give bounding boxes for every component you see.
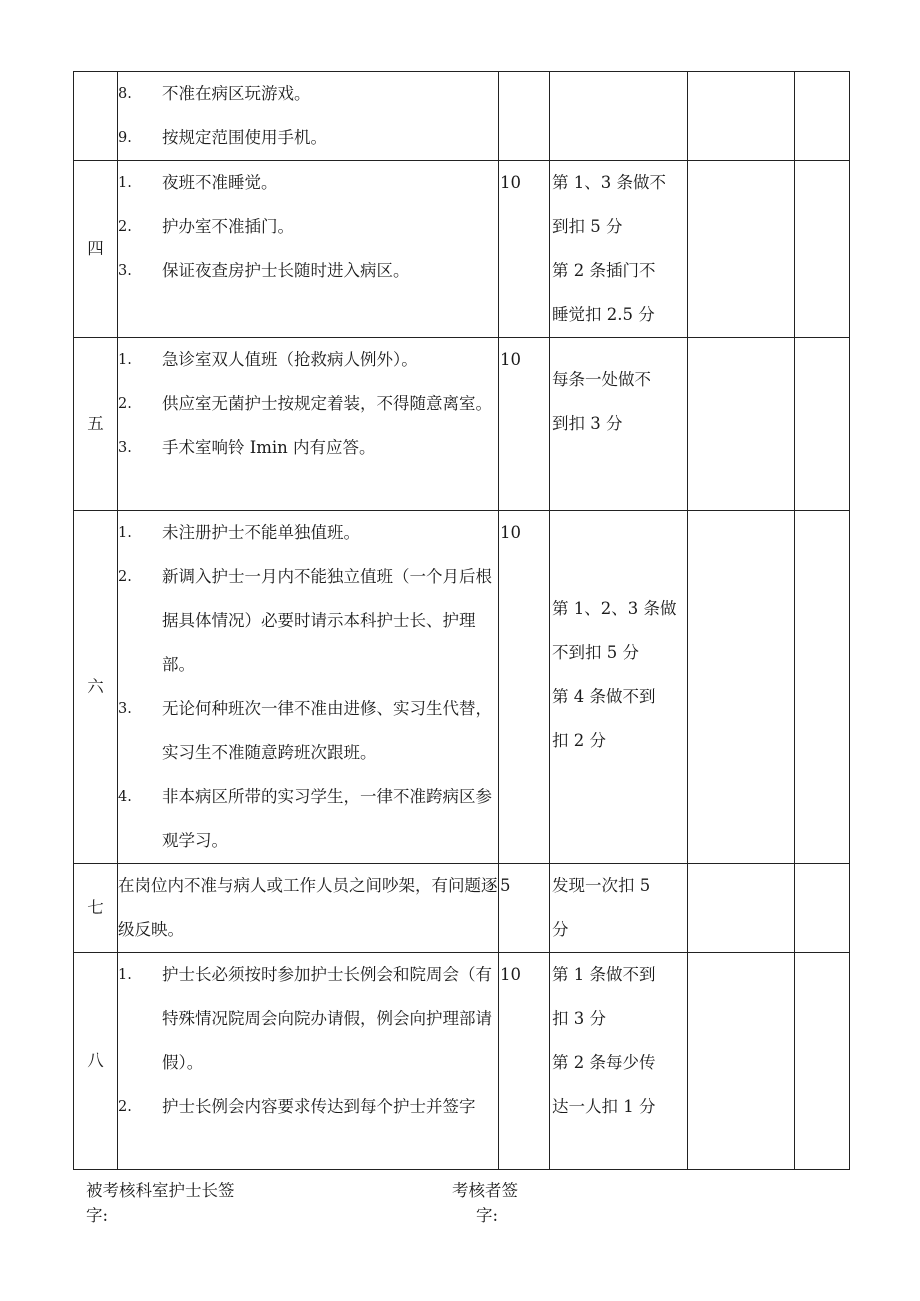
- item-number: 8.: [118, 86, 132, 102]
- row-content: [118, 953, 499, 1170]
- criteria-line: 睡觉扣 2.5 分: [552, 305, 655, 324]
- item-text: 护办室不准插门。: [162, 217, 294, 236]
- row-number: 八: [74, 953, 118, 1170]
- row-score: 5: [499, 864, 550, 953]
- blank-cell: [795, 953, 850, 1170]
- row-number: 四: [74, 161, 118, 338]
- row-content: [118, 161, 499, 338]
- item-number: 2.: [118, 569, 132, 585]
- criteria-line: 第 2 条每少传: [552, 1053, 656, 1072]
- blank-cell: [688, 72, 795, 161]
- item-number: 3.: [118, 263, 132, 279]
- criteria-line: 到扣 3 分: [552, 414, 623, 433]
- signature-label: 考核者签: [452, 1181, 518, 1200]
- item-text: 新调入护士一月内不能独立值班（一个月后根据具体情况）必要时请示本科护士长、护理部。: [162, 567, 492, 674]
- blank-cell: [688, 511, 795, 864]
- item-number: 4.: [118, 789, 132, 805]
- row-content: [118, 511, 499, 864]
- item-text: 保证夜查房护士长随时进入病区。: [162, 261, 410, 280]
- signature-label: 字:: [476, 1206, 499, 1225]
- blank-cell: [688, 864, 795, 953]
- item-text: 未注册护士不能单独值班。: [162, 523, 360, 542]
- signature-assessor: [452, 1178, 518, 1228]
- item-text: 急诊室双人值班（抢救病人例外）。: [162, 350, 418, 369]
- criteria-line: 分: [552, 920, 569, 939]
- criteria-line: 扣 2 分: [552, 731, 606, 750]
- item-number: 1.: [118, 967, 132, 983]
- row-score: 10: [499, 338, 550, 511]
- row-score: 10: [499, 161, 550, 338]
- row-number: 七: [74, 864, 118, 953]
- item-text: 夜班不准睡觉。: [162, 173, 278, 192]
- item-text: 护士长例会内容要求传达到每个护士并签字: [162, 1097, 476, 1116]
- blank-cell: [795, 864, 850, 953]
- item-number: 3.: [118, 701, 132, 717]
- row-content: [118, 338, 499, 511]
- item-text: 按规定范围使用手机。: [162, 128, 327, 147]
- criteria-line: 第 2 条插门不: [552, 261, 656, 280]
- criteria-line: 发现一次扣 5: [552, 876, 651, 895]
- row-score: [499, 72, 550, 161]
- blank-cell: [795, 72, 850, 161]
- signature-label: 字:: [86, 1206, 109, 1225]
- item-number: 9.: [118, 130, 132, 146]
- blank-cell: [795, 161, 850, 338]
- criteria-line: 第 1、2、3 条做: [552, 599, 677, 618]
- criteria-line: 不到扣 5 分: [552, 643, 639, 662]
- row-criteria: [550, 161, 688, 338]
- criteria-line: 每条一处做不: [552, 370, 651, 389]
- row-number: 五: [74, 338, 118, 511]
- row-content: [118, 72, 499, 161]
- row-score: 10: [499, 953, 550, 1170]
- item-text: 非本病区所带的实习学生，一律不准跨病区参观学习。: [162, 787, 492, 850]
- item-text: 无论何种班次一律不准由进修、实习生代替，实习生不准随意跨班次跟班。: [162, 699, 492, 762]
- table-row: [74, 953, 850, 1170]
- item-number: 2.: [118, 396, 132, 412]
- item-number: 1.: [118, 352, 132, 368]
- table-row: [74, 338, 850, 511]
- criteria-line: 扣 3 分: [552, 1009, 606, 1028]
- item-number: 1.: [118, 525, 132, 541]
- item-text: 不准在病区玩游戏。: [162, 84, 311, 103]
- criteria-line: 到扣 5 分: [552, 217, 623, 236]
- criteria-line: 达一人扣 1 分: [552, 1097, 656, 1116]
- blank-cell: [795, 338, 850, 511]
- blank-cell: [795, 511, 850, 864]
- row-content: [118, 864, 499, 953]
- row-number: 六: [74, 511, 118, 864]
- row-criteria: [550, 338, 688, 511]
- table-row: [74, 511, 850, 864]
- row-criteria: [550, 72, 688, 161]
- item-number: 1.: [118, 175, 132, 191]
- item-text: 供应室无菌护士按规定着装，不得随意离室。: [162, 394, 492, 413]
- item-text: 手术室响铃 Imin 内有应答。: [162, 438, 376, 457]
- signature-label: 被考核科室护士长签: [86, 1181, 235, 1200]
- row-text: 在岗位内不准与病人或工作人员之间吵架，有问题逐级反映。: [118, 876, 498, 939]
- criteria-line: 第 4 条做不到: [552, 687, 656, 706]
- blank-cell: [688, 161, 795, 338]
- row-score: 10: [499, 511, 550, 864]
- table-row: [74, 864, 850, 953]
- blank-cell: [688, 338, 795, 511]
- criteria-line: 第 1、3 条做不: [552, 173, 666, 192]
- row-criteria: [550, 953, 688, 1170]
- item-number: 3.: [118, 440, 132, 456]
- assessment-table: [73, 71, 850, 1170]
- item-text: 护士长必须按时参加护士长例会和院周会（有特殊情况院周会向院办请假，例会向护理部请假）。: [162, 965, 492, 1072]
- blank-cell: [688, 953, 795, 1170]
- table-row: [74, 161, 850, 338]
- item-number: 2.: [118, 219, 132, 235]
- table-row: [74, 72, 850, 161]
- row-criteria: [550, 511, 688, 864]
- signature-assessed: [86, 1178, 235, 1228]
- row-number: [74, 72, 118, 161]
- row-criteria: [550, 864, 688, 953]
- item-number: 2.: [118, 1099, 132, 1115]
- criteria-line: 第 1 条做不到: [552, 965, 656, 984]
